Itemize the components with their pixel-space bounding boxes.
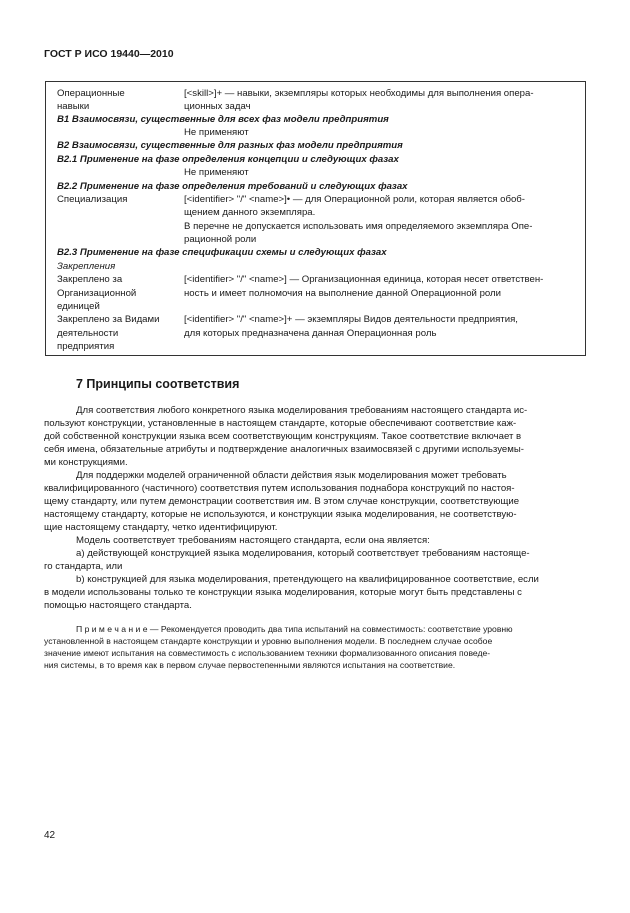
table-cell: предприятия: [57, 341, 115, 352]
table-cell: навыки: [57, 101, 90, 112]
note-line: значение имеют испытания на совместимость с использованием техники формализованного описания поведе-: [44, 648, 491, 658]
table-cell: [<skill>]+ — навыки, экземпляры которых необходимы для выполнения опера-: [184, 88, 534, 99]
document-header: ГОСТ Р ИСО 19440—2010: [44, 48, 174, 60]
table-section-heading: В2 Взаимосвязи, существенные для разных фаз модели предприятия: [57, 140, 403, 151]
table-cell: Не применяют: [184, 127, 249, 138]
table-cell: ционных задач: [184, 101, 251, 112]
paragraph-line: го стандарта, или: [44, 561, 123, 572]
list-item-a: а) действующей конструкцией языка моделирования, который соответствует требованиям настояще-: [76, 548, 530, 559]
table-cell: Закреплено за: [57, 274, 123, 285]
table-cell: Не применяют: [184, 167, 249, 178]
table-cell: [<identifier> "/" <name>]• — для Операционной роли, которая является обоб-: [184, 194, 525, 205]
paragraph-line: помощью настоящего стандарта.: [44, 600, 192, 611]
table-cell: [<identifier> "/" <name>]+ — экземпляры Видов деятельности предприятия,: [184, 314, 518, 325]
paragraph-line: квалифицированного (частичного) соответствия путем использования поднабора конструкций по настоя-: [44, 483, 515, 494]
table-cell: ность и имеет полномочия на выполнение данной Операционной роли: [184, 288, 501, 299]
paragraph-line: Модель соответствует требованиям настоящего стандарта, если она является:: [76, 535, 430, 546]
attributes-table: [45, 81, 586, 356]
table-subheading: Закрепления: [57, 261, 116, 272]
list-item-b: b) конструкцией для языка моделирования, претендующего на квалифицированное соответствие, если: [76, 574, 539, 585]
table-cell: Специализация: [57, 194, 128, 205]
page-number: 42: [44, 830, 56, 841]
table-cell: Организационной: [57, 288, 137, 299]
table-cell: единицей: [57, 301, 100, 312]
table-cell: Операционные: [57, 88, 125, 99]
table-section-heading: В2.1 Применение на фазе определения концепции и следующих фазах: [57, 154, 399, 165]
paragraph-line: Для соответствия любого конкретного языка моделирования требованиям настоящего стандарта ис-: [76, 405, 528, 416]
table-section-heading: В2.2 Применение на фазе определения требований и следующих фазах: [57, 181, 408, 192]
table-cell: щением данного экземпляра.: [184, 207, 316, 218]
paragraph-line: пользуют конструкции, установленные в настоящем стандарте, которые обеспечивают соответствие каж-: [44, 418, 517, 429]
table-cell: для которых предназначена данная Операционная роль: [184, 328, 437, 339]
note-line: ния системы, в то время как в первом случае первостепенными являются испытания на соответствие.: [44, 660, 456, 670]
table-cell: [<identifier> "/" <name>] — Организационная единица, которая несет ответствен-: [184, 274, 544, 285]
table-cell: В перечне не допускается использовать имя определяемого экземпляра Опе-: [184, 221, 533, 232]
table-section-heading: В1 Взаимосвязи, существенные для всех фаз модели предприятия: [57, 114, 389, 125]
paragraph-line: настоящему стандарту, которые не используются, и конструкции языка моделирования, не соответствую-: [44, 509, 517, 520]
table-cell: рационной роли: [184, 234, 257, 245]
paragraph-line: щие настоящему стандарту, четко идентифицируют.: [44, 522, 278, 533]
note-line: установленной в настоящем стандарте конструкции и уровню выполнения модели. В последнем случае особое: [44, 636, 493, 646]
paragraph-line: Для поддержки моделей ограниченной области действия язык моделирования может требовать: [76, 470, 507, 481]
section-title: 7 Принципы соответствия: [76, 377, 240, 391]
table-cell: Закреплено за Видами: [57, 314, 160, 325]
paragraph-line: себя имена, обязательные атрибуты и подтверждение аналогичных взаимосвязей с другими используемы-: [44, 444, 524, 455]
table-cell: деятельности: [57, 328, 119, 339]
note-line: П р и м е ч а н и е — Рекомендуется проводить два типа испытаний на совместимость: соответствие уровню: [76, 624, 513, 634]
table-section-heading: В2.3 Применение на фазе спецификации схемы и следующих фазах: [57, 247, 387, 258]
paragraph-line: дой собственной конструкции языка всем соответствующим конструкциям. Такое соответствие включает в: [44, 431, 522, 442]
paragraph-line: ми конструкциями.: [44, 457, 128, 468]
paragraph-line: в модели использованы только те конструкции языка моделирования, которые могут быть представлены с: [44, 587, 522, 598]
paragraph-line: щему стандарту, или путем демонстрации соответствия им. В этом случае конструкции, соответствующие: [44, 496, 520, 507]
